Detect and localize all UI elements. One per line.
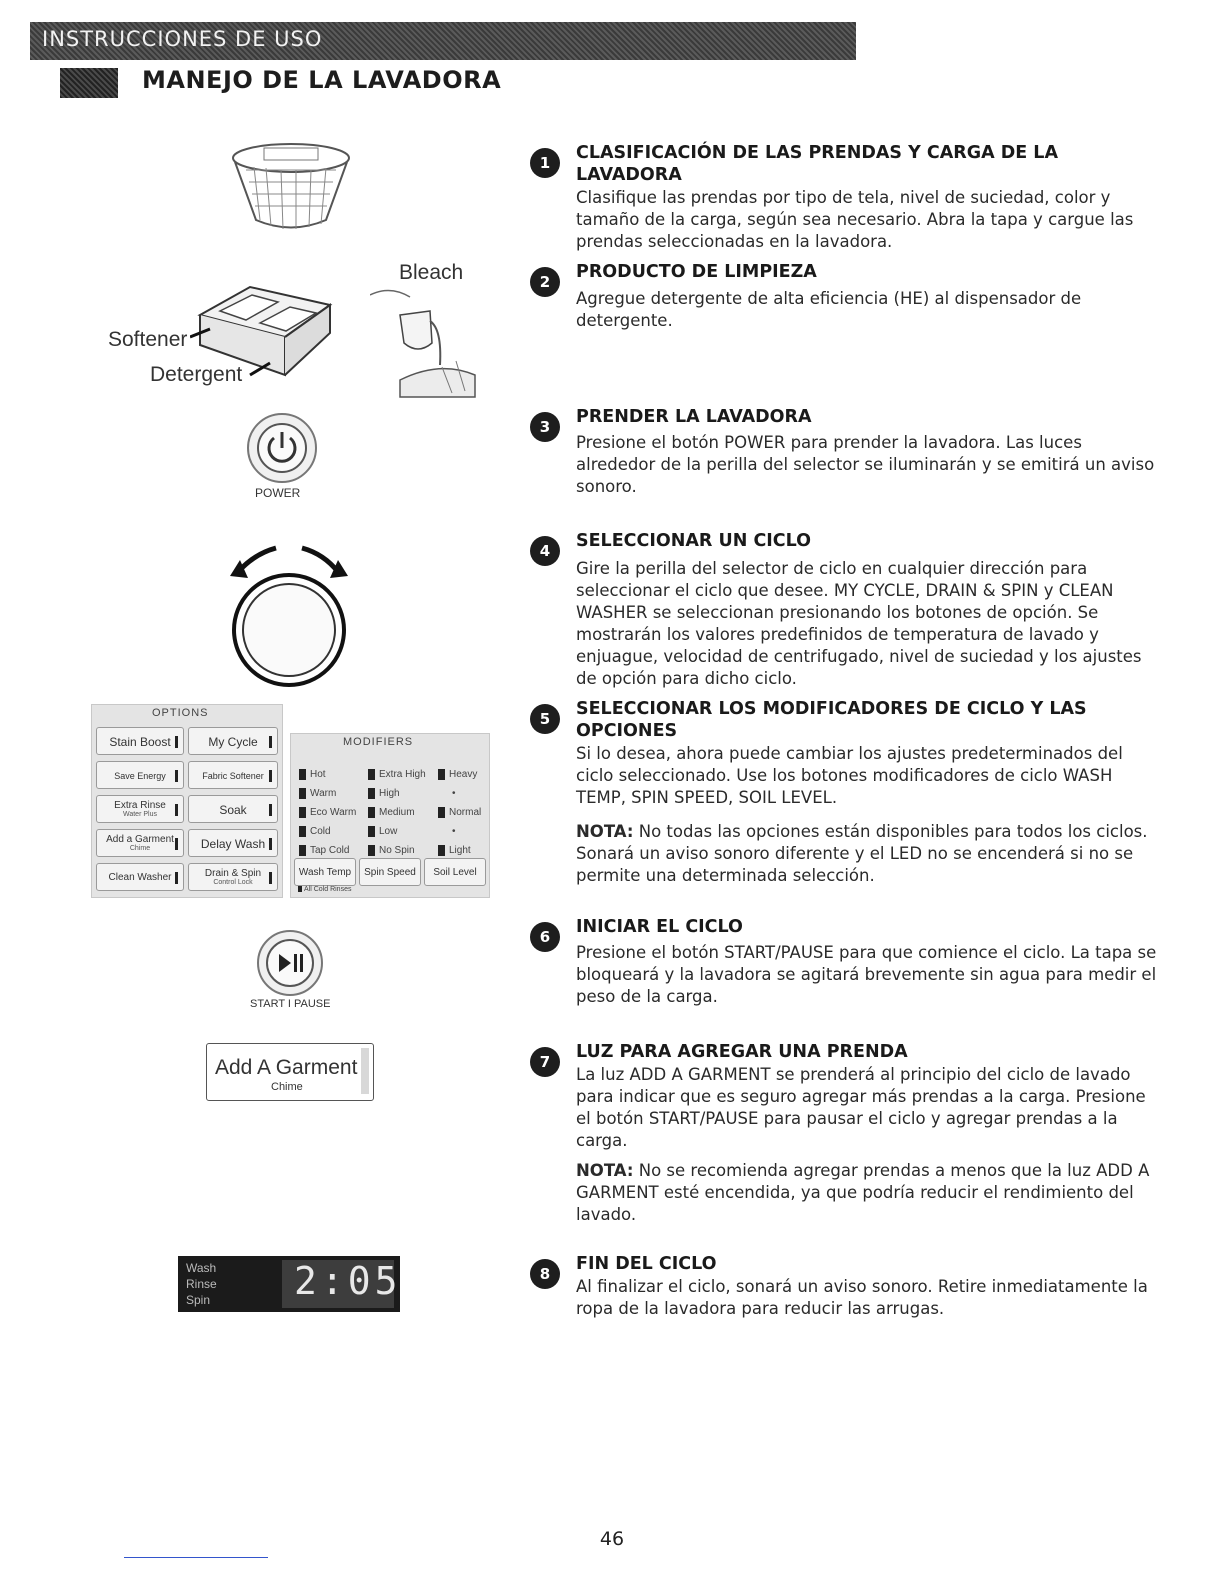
soil-level-label: Light: [449, 845, 471, 856]
soil-level-label: •: [452, 788, 456, 799]
soil-level: [438, 784, 481, 803]
step-title: PRENDER LA LAVADORA: [576, 407, 812, 427]
soil-level-label: Normal: [449, 807, 482, 818]
temp-level: [299, 803, 356, 822]
softener-label: Softener: [108, 328, 188, 351]
spin-level-label: No Spin: [379, 845, 415, 856]
step-5: [530, 698, 1160, 887]
status-rinse: Rinse: [186, 1277, 217, 1291]
add-garment-indicator: [206, 1043, 374, 1101]
option-label: Delay Wash: [200, 837, 266, 851]
temp-level: [299, 784, 356, 803]
spin-level: [368, 784, 426, 803]
step-title: SELECCIONAR LOS MODIFICADORES DE CICLO Y LAS OPCIONES: [576, 699, 1087, 741]
option-label: Drain & Spin: [204, 868, 262, 879]
step-6: [530, 916, 1160, 1008]
stain-boost-button[interactable]: [96, 727, 184, 755]
option-label: Extra Rinse: [114, 800, 166, 811]
option-label: Clean Washer: [108, 872, 172, 883]
step-8: [530, 1253, 1160, 1320]
soil-level-label: Heavy: [449, 769, 478, 780]
temp-level-label: Cold: [310, 826, 331, 837]
play-pause-icon: [255, 928, 325, 998]
step-number: 1: [530, 148, 560, 178]
modifiers-title: MODIFIERS: [343, 736, 414, 748]
option-label: Soak: [219, 803, 247, 817]
fabric-softener-button[interactable]: [188, 761, 278, 789]
step-body: Gire la perilla del selector de ciclo en cualquier dirección para seleccionar el ciclo que desee. MY CYCLE, DRAIN & SPIN y CLEAN WASHER se seleccionan presionando los botones de opción. Se mostrarán los valores predefinidos de temperatura de lavado y enjuague, velocidad de centrifugado, nivel de suciedad y los ajustes de opción para dicho ciclo.: [576, 559, 1142, 688]
step-title: INICIAR EL CICLO: [576, 917, 743, 937]
add-garment-text: Add A Garment: [215, 1056, 358, 1079]
spin-speed-button[interactable]: Spin Speed: [359, 858, 421, 886]
soil-level: [438, 803, 481, 822]
laundry-basket-icon: [226, 140, 356, 235]
add-a-garment-option-button[interactable]: [96, 829, 184, 857]
detergent-label: Detergent: [150, 363, 243, 386]
option-sublabel: Water Plus: [123, 811, 157, 818]
option-sublabel: Chime: [129, 845, 151, 852]
delay-wash-button[interactable]: [188, 829, 278, 857]
bleach-pour-icon: [370, 285, 480, 400]
status-wash: Wash: [186, 1261, 217, 1275]
temp-level-label: Eco Warm: [310, 807, 357, 818]
soil-level: [438, 822, 481, 841]
soil-level-button[interactable]: Soil Level: [424, 858, 486, 886]
power-label: POWER: [255, 486, 301, 500]
header-banner: [30, 22, 856, 60]
note-text: No todas las opciones están disponibles para todos los ciclos. Sonará un aviso sonoro diferente y el LED no se encenderá si no se permite una determinada selección.: [576, 822, 1148, 885]
step-title: PRODUCTO DE LIMPIEZA: [576, 262, 817, 282]
step-number: 5: [530, 704, 560, 734]
status-display: [178, 1256, 400, 1312]
option-label: My Cycle: [208, 735, 258, 749]
time-text: 2:05: [294, 1259, 402, 1303]
page-number: 46: [599, 1528, 625, 1550]
spin-speed-levels: [368, 765, 426, 860]
spin-level: [368, 765, 426, 784]
step-note: [576, 1160, 1160, 1226]
spin-level-label: High: [379, 788, 400, 799]
step-body: Al finalizar el ciclo, sonará un aviso sonoro. Retire inmediatamente la ropa de la lavadora para reducir las arrugas.: [576, 1277, 1148, 1318]
step-7: [530, 1041, 1160, 1226]
step-3: [530, 406, 1160, 498]
chime-text: Chime: [271, 1081, 303, 1093]
step-2: [530, 261, 1160, 332]
my-cycle-button[interactable]: [188, 727, 278, 755]
soil-level-levels: [438, 765, 481, 860]
option-label: Add a Garment: [106, 834, 174, 845]
cycle-knob-icon: [228, 532, 350, 688]
save-energy-button[interactable]: [96, 761, 184, 789]
start-pause-label: START I PAUSE: [250, 998, 331, 1010]
footer-line: [124, 1557, 268, 1558]
soil-level-label: •: [452, 826, 456, 837]
temp-level: [299, 765, 356, 784]
temp-level-label: Tap Cold: [310, 845, 350, 856]
drain-spin-button[interactable]: [188, 863, 278, 891]
indicator-led: [361, 1048, 369, 1094]
step-number: 2: [530, 267, 560, 297]
step-number: 3: [530, 412, 560, 442]
step-4: [530, 530, 1160, 690]
wash-temp-button[interactable]: Wash Temp: [294, 858, 356, 886]
step-number: 7: [530, 1047, 560, 1077]
step-body: Clasifique las prendas por tipo de tela, nivel de suciedad, color y tamaño de la carga, según sea necesario. Abra la tapa y cargue las prendas seleccionadas en la lavadora.: [576, 188, 1134, 251]
soil-level: [438, 765, 481, 784]
note-text: No se recomienda agregar prendas a menos que la luz ADD A GARMENT esté encendida, ya que podría reducir el rendimiento del lavado.: [576, 1161, 1150, 1224]
step-1: [530, 142, 1160, 253]
section-marker: [60, 68, 118, 98]
step-number: 6: [530, 922, 560, 952]
step-title: SELECCIONAR UN CICLO: [576, 531, 812, 551]
extra-rinse-button[interactable]: [96, 795, 184, 823]
step-body: Presione el botón POWER para prender la lavadora. Las luces alrededor de la perilla del selector se iluminarán y se emitirá un aviso sonoro.: [576, 433, 1155, 496]
step-title: FIN DEL CICLO: [576, 1254, 717, 1274]
clean-washer-button[interactable]: [96, 863, 184, 891]
spin-level-label: Extra High: [379, 769, 426, 780]
banner-title: INSTRUCCIONES DE USO: [42, 27, 323, 51]
spin-level: [368, 803, 426, 822]
temp-level-label: Warm: [310, 788, 337, 799]
note-label: NOTA:: [576, 822, 634, 841]
step-number: 8: [530, 1259, 560, 1289]
soak-button[interactable]: [188, 795, 278, 823]
option-label: Fabric Softener: [202, 771, 264, 781]
spin-level-label: Low: [379, 826, 398, 837]
temp-level: [299, 822, 356, 841]
all-cold-rinses-text: All Cold Rinses: [304, 886, 352, 893]
section-title: MANEJO DE LA LAVADORA: [142, 66, 502, 94]
power-icon: [244, 410, 320, 486]
step-body: Si lo desea, ahora puede cambiar los ajustes predeterminados del ciclo seleccionado. Use los botones modificadores de ciclo WASH TEMP, SPIN SPEED, SOIL LEVEL.: [576, 744, 1123, 807]
step-body: Presione el botón START/PAUSE para que comience el ciclo. La tapa se bloqueará y la lavadora se agitará brevemente sin agua para medir el peso de la carga.: [576, 943, 1157, 1006]
bleach-label: Bleach: [399, 261, 464, 284]
options-title: OPTIONS: [152, 707, 209, 719]
option-label: Save Energy: [114, 771, 166, 781]
temp-level-label: Hot: [310, 769, 326, 780]
option-sublabel: Control Lock: [213, 879, 253, 886]
step-title: CLASIFICACIÓN DE LAS PRENDAS Y CARGA DE LA LAVADORA: [576, 143, 1059, 185]
all-cold-rinses-label: [298, 886, 351, 893]
step-number: 4: [530, 536, 560, 566]
step-body: Agregue detergente de alta eficiencia (HE) al dispensador de detergente.: [576, 289, 1082, 330]
step-title: LUZ PARA AGREGAR UNA PRENDA: [576, 1042, 908, 1062]
spin-level: [368, 822, 426, 841]
spin-level-label: Medium: [379, 807, 415, 818]
note-label: NOTA:: [576, 1161, 634, 1180]
wash-temp-levels: [299, 765, 356, 860]
step-note: [576, 821, 1160, 887]
option-label: Stain Boost: [109, 735, 171, 749]
step-body: La luz ADD A GARMENT se prenderá al principio del ciclo de lavado para indicar que es seguro agregar más prendas a la carga. Presione el botón START/PAUSE para pausar el ciclo y agregar prendas a la carga.: [576, 1065, 1146, 1150]
status-spin: Spin: [186, 1293, 211, 1307]
